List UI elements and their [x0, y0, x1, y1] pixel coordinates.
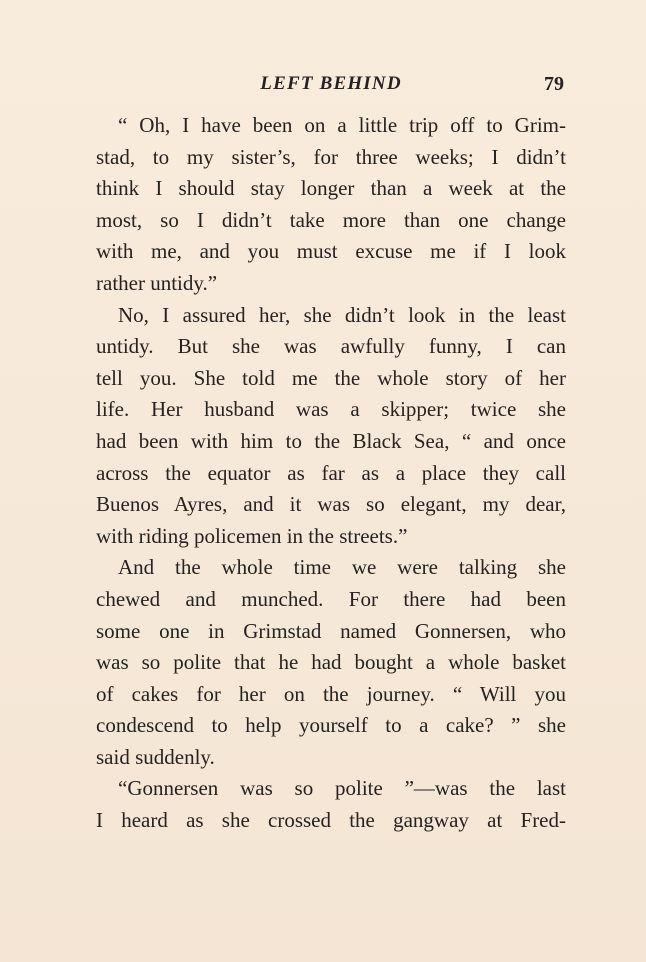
text-line: most, so I didn’t take more than one change — [96, 207, 566, 232]
text-line: with me, and you must excuse me if I look — [96, 239, 566, 264]
text-line: across the equator as far as a place they call — [96, 460, 566, 485]
page-number: 79 — [544, 73, 564, 95]
text-line: condescend to help yourself to a cake? ” she — [96, 713, 566, 738]
text-line: untidy. But she was awfully funny, I can — [96, 334, 566, 359]
text-line: tell you. She told me the whole story of her — [96, 365, 566, 390]
text-line: some one in Grimstad named Gonnersen, who — [96, 618, 566, 643]
text-line: of cakes for her on the journey. “ Will you — [96, 681, 566, 706]
text-line: No, I assured her, she didn’t look in the least — [118, 302, 566, 327]
text-line: with riding policemen in the streets.” — [96, 523, 408, 548]
text-line: “ Oh, I have been on a little trip off to Grim- — [118, 113, 566, 137]
text-line: think I should stay longer than a week at the — [96, 176, 566, 201]
text-line: Buenos Ayres, and it was so elegant, my dear, — [96, 492, 566, 517]
text-line: said suddenly. — [96, 744, 215, 769]
text-line: And the whole time we were talking she — [118, 555, 566, 580]
text-line: life. Her husband was a skipper; twice she — [96, 397, 566, 422]
body-text — [96, 110, 566, 837]
text-line: rather untidy.” — [96, 270, 218, 295]
text-line: I heard as she crossed the gangway at Fred- — [96, 808, 566, 833]
text-line: had been with him to the Black Sea, “ and once — [96, 428, 566, 453]
text-line: “Gonnersen was so polite ”—was the last — [118, 776, 566, 801]
text-line: stad, to my sister’s, for three weeks; I didn’t — [96, 144, 566, 169]
running-head — [96, 70, 566, 98]
text-line: chewed and munched. For there had been — [96, 586, 566, 611]
running-title: LEFT BEHIND — [260, 73, 402, 94]
text-line: was so polite that he had bought a whole basket — [96, 650, 566, 675]
